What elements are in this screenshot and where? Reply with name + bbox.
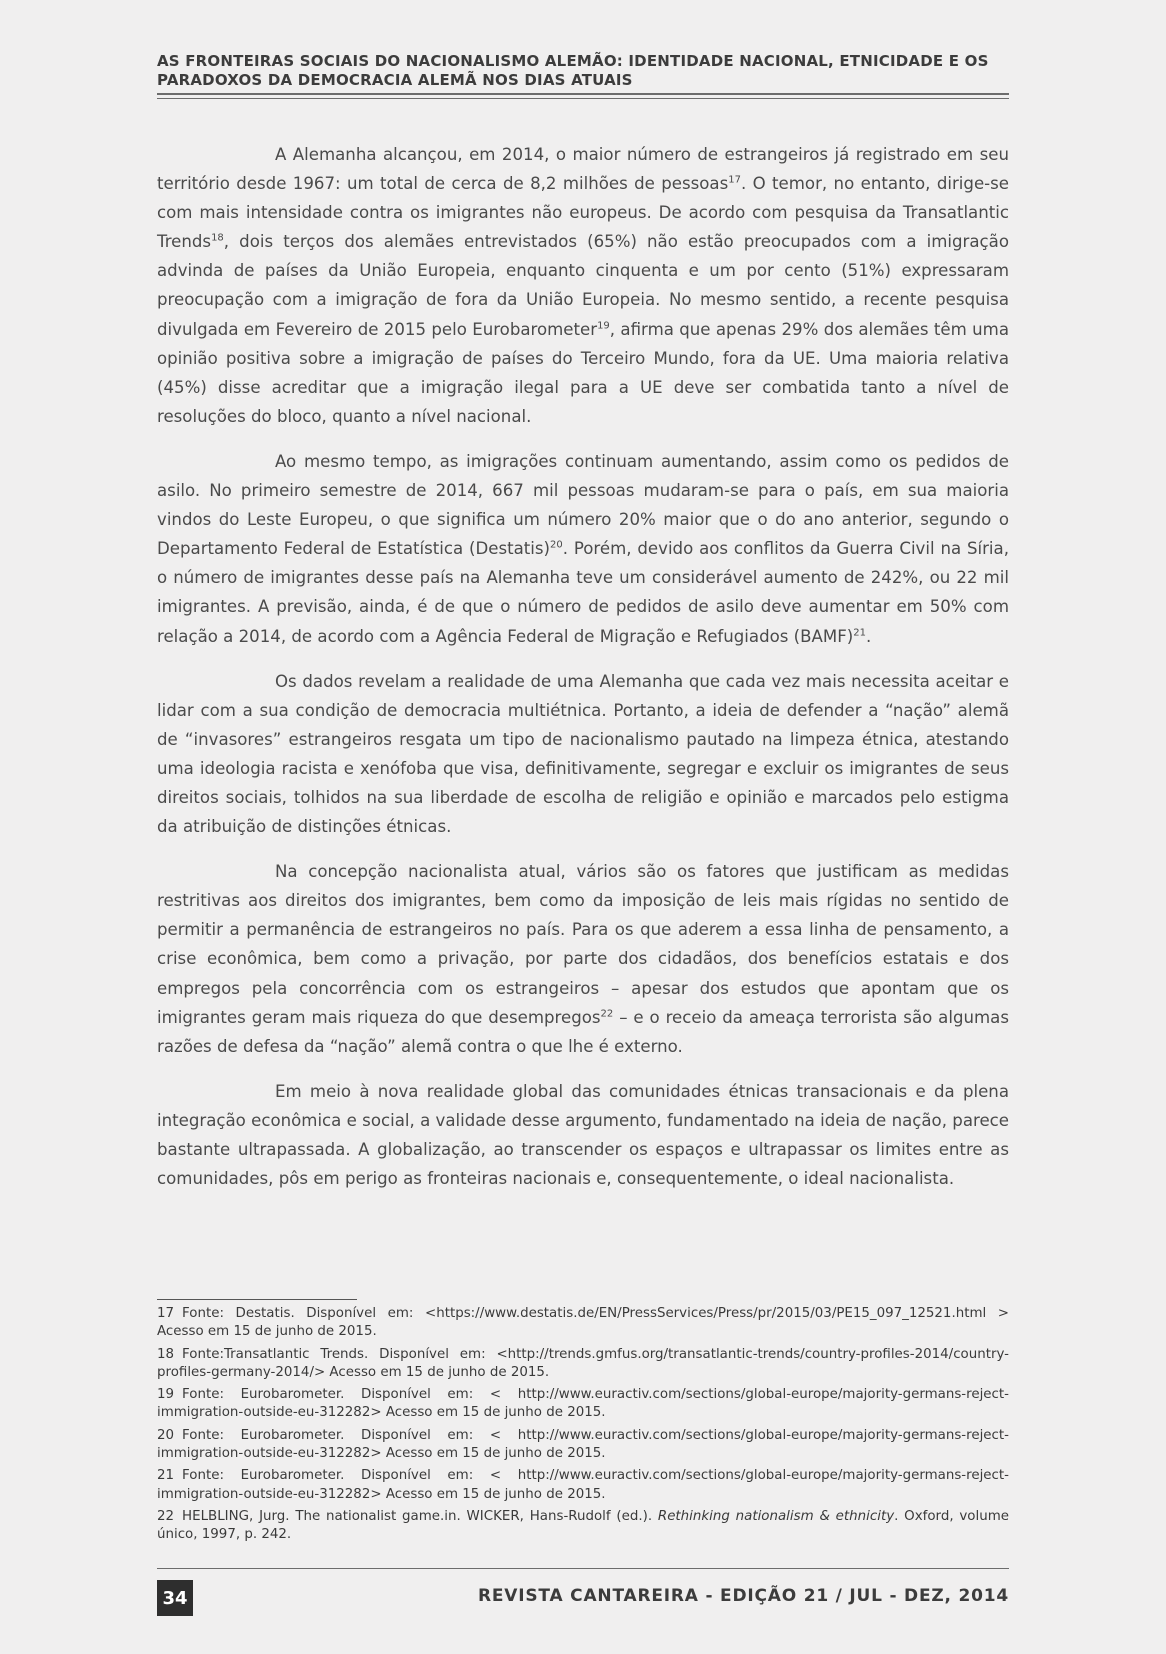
footnote-ref-19: 19 — [597, 320, 610, 332]
footnote-number: 20 — [157, 1427, 175, 1443]
footnote-text-a: HELBLING, Jurg. The nationalist game.in. WICKER, Hans-Rudolf (ed.). — [182, 1508, 658, 1524]
footnote-text: Fonte: Eurobarometer. Disponível em: < http://www.euractiv.com/sections/global-europe/majority-germans-reject-immigration-outside-eu-312282> Acesso em 15 de junho de 2015. — [157, 1468, 1009, 1502]
footnote-text: Fonte: Eurobarometer. Disponível em: < http://www.euractiv.com/sections/global-europe/majority-germans-reject-immigration-outside-eu-312282> Acesso em 15 de junho de 2015. — [157, 1427, 1009, 1462]
paragraph-5: Em meio à nova realidade global das comunidades étnicas transacionais e da plena integração econômica e social, a validade desse argumento, fundamentado na ideia de nação, parece bastante ultrapassada. A globalização, ao transcender os espaços e ultrapassar os limites entre as comunidades, pôs em perigo as fronteiras nacionais e, consequentemente, o ideal nacionalista. — [157, 1081, 1009, 1189]
footnote-text: Fonte: Destatis. Disponível em: <https://www.destatis.de/EN/PressServices/Press/pr/2015/03/PE15_097_12521.html > Acesso em 15 de junho de 2015. — [157, 1306, 1009, 1340]
footnote-number: 17 — [157, 1306, 175, 1321]
footnote-21 — [157, 1467, 1009, 1504]
footnote-number: 19 — [157, 1387, 175, 1403]
footnote-ref-17: 17 — [728, 174, 741, 186]
paragraph-2 — [157, 447, 1009, 651]
header-title-line-1: AS FRONTEIRAS SOCIAIS DO NACIONALISMO ALEMÃO: IDENTIDADE NACIONAL, ETNICIDADE E OS — [157, 52, 989, 70]
header-rule-thin — [157, 98, 1009, 99]
paragraph-2-text-c: . — [865, 626, 872, 646]
footnote-text: Fonte: Eurobarometer. Disponível em: < http://www.euractiv.com/sections/global-europe/majority-germans-reject-immigration-outside-eu-312282> Acesso em 15 de junho de 2015. — [157, 1387, 1009, 1421]
footnote-ref-22: 22 — [600, 1008, 614, 1020]
footnote-22 — [157, 1508, 1009, 1545]
footnote-number: 18 — [157, 1346, 175, 1362]
footnote-text: Fonte:Transatlantic Trends. Disponível em: <http://trends.gmfus.org/transatlantic-trends/country-profiles-2014/country-profiles-germany-2014/> Acesso em 15 de junho de 2015. — [157, 1346, 1009, 1380]
paragraph-1 — [157, 140, 1009, 431]
header-double-rule — [157, 93, 1009, 99]
footnote-ref-21: 21 — [853, 626, 866, 638]
footnote-ref-18: 18 — [211, 232, 224, 244]
paragraph-2-text-b: . Porém, devido aos conflitos da Guerra Civil na Síria, o número de imigrantes desse país na Alemanha teve um considerável aumento de 242%, ou 22 mil imigrantes. A previsão, ainda, é de que o número de pedidos de asilo deve aumentar em 50% com relação a 2014, de acordo com a Agência Federal de Migração e Refugiados (BAMF) — [157, 539, 1009, 646]
footnote-18 — [157, 1346, 1009, 1383]
footnote-19 — [157, 1386, 1009, 1423]
header-rule-thick — [157, 93, 1009, 95]
footnote-number: 22 — [157, 1508, 175, 1524]
paragraph-3: Os dados revelam a realidade de uma Alemanha que cada vez mais necessita aceitar e lidar com a sua condição de democracia multiétnica. Portanto, a ideia de defender a “nação” alemã de “invasores” estrangeiros resgata um tipo de nacionalismo pautado na limpeza étnica, atestando uma ideologia racista e xenófoba que visa, definitivamente, segregar e excluir os imigrantes de seus direitos sociais, tolhidos na sua liberdade de escolha de religião e opinião e marcados pelo estigma da atribuição de distinções étnicas. — [157, 671, 1009, 837]
footnote-book-title: Rethinking nationalism & ethnicity — [657, 1508, 895, 1524]
paragraph-1-text-b: . O temor, no entanto, dirige-se com mais intensidade contra os imigrantes não europeus. De acordo com pesquisa da Transatlantic Trends — [157, 174, 1009, 252]
footnote-17 — [157, 1305, 1009, 1342]
footnote-text-b: . Oxford, volume único, 1997, p. 242. — [157, 1508, 1009, 1543]
paragraph-1-text-c: , dois terços dos alemães entrevistados (65%) não estão preocupados com a imigração advinda de países da União Europeia, enquanto cinquenta e um por cento (51%) expressaram preocupação com a imigração de fora da União Europeia. No mesmo sentido, a recente pesquisa divulgada em Fevereiro de 2015 pelo Eurobarometer — [157, 232, 1009, 339]
footer-rule — [157, 1568, 1009, 1569]
paragraph-1-text-a: A Alemanha alcançou, em 2014, o maior número de estrangeiros já registrado em seu território desde 1967: um total de cerca de 8,2 milhões de pessoas — [157, 145, 1009, 194]
paragraph-2-text-a: Ao mesmo tempo, as imigrações continuam aumentando, assim como os pedidos de asilo. No primeiro semestre de 2014, 667 mil pessoas mudaram-se para o país, em sua maioria vindos do Leste Europeu, o que significa um número 20% maior que o do ano anterior, segundo o Departamento Federal de Estatística (Destatis) — [157, 451, 1009, 559]
paragraph-4 — [157, 857, 1009, 1061]
footnote-separator — [157, 1299, 357, 1300]
header-title-line-2: PARADOXOS DA DEMOCRACIA ALEMÃ NOS DIAS ATUAIS — [157, 71, 633, 89]
running-header — [157, 52, 1009, 90]
page-number-badge: 34 — [157, 1580, 193, 1616]
paragraph-4-text-a: Na concepção nacionalista atual, vários são os fatores que justificam as medidas restritivas aos direitos dos imigrantes, bem como da imposição de leis mais rígidas no sentido de permitir a permanência de estrangeiros no país. Para os que aderem a essa linha de pensamento, a crise econômica, bem como a privação, por parte dos cidadãos, dos benefícios estatais e dos empregos pela concorrência com os estrangeiros – apesar dos estudos que apontam que os imigrantes geram mais riqueza do que desempregos — [157, 862, 1009, 1027]
paragraph-1-text-d: , afirma que apenas 29% dos alemães têm uma opinião positiva sobre a imigração de países do Terceiro Mundo, fora da UE. Uma maioria relativa (45%) disse acreditar que a imigração ilegal para a UE deve ser combatida tanto a nível de resoluções do bloco, quanto a nível nacional. — [157, 319, 1009, 426]
journal-name: REVISTA CANTAREIRA - EDIÇÃO 21 / JUL - DEZ, 2014 — [478, 1586, 1009, 1606]
footnote-20 — [157, 1427, 1009, 1464]
footnotes — [157, 1305, 1009, 1549]
footnote-number: 21 — [157, 1468, 175, 1484]
footnote-ref-20: 20 — [550, 539, 563, 551]
paragraph-4-text-b: – e o receio da ameaça terrorista são algumas razões de defesa da “nação” alemã contra o que lhe é externo. — [157, 1007, 1009, 1056]
running-header-title — [157, 52, 1009, 90]
article-body — [157, 140, 1009, 1209]
